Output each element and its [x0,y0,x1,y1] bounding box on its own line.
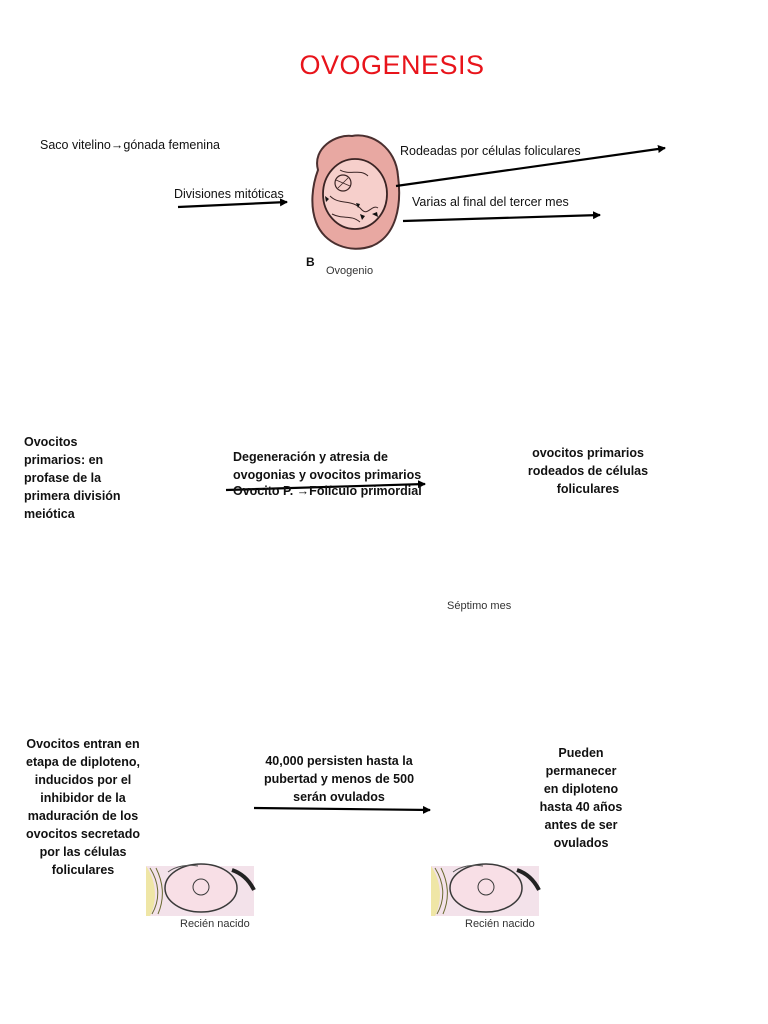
diploteno-text [20,735,146,879]
varias-text: Varias al final del tercer mes [412,195,569,209]
arrow-varias [403,215,600,221]
ovocitos-rodeados-text [510,444,666,498]
ovogonio-cell-illustration [312,135,399,248]
rodeadas-text: Rodeadas por células foliculares [400,144,581,158]
ovocitos-line: meiótica [24,507,75,521]
ovogenio-caption: Ovogenio [326,265,374,277]
persisten-text [252,752,426,806]
ovocitos-line: profase de la [24,471,102,485]
diploteno-line: por las células [39,845,127,859]
page-title: OVOGENESIS [299,50,485,80]
ovocitos-line: primarios: en [24,453,104,467]
diploteno-line: inhibidor de la [40,791,126,805]
pueden-line: en diploteno [543,782,619,796]
degeneracion-text [233,448,433,484]
arrow-bottom [254,808,430,810]
pueden-text [520,744,642,852]
ovocitos-line: Ovocitos [24,435,78,449]
degeneracion-line: Degeneración y atresia de [233,450,388,464]
persisten-line: serán ovulados [293,790,385,804]
rodeados-line: ovocitos primarios [532,446,644,460]
degeneracion-line: ovogonias y ovocitos primarios [233,468,422,482]
ovocitos-line: primera división [24,489,121,503]
pueden-line: permanecer [545,764,617,778]
divisiones-text: Divisiones mitóticas [174,187,284,201]
diploteno-line: inducidos por el [34,773,132,787]
diploteno-line: etapa de diploteno, [26,755,140,769]
diploteno-line: foliculares [51,863,115,877]
recien-nacido-caption-left: Recién nacido [180,918,250,930]
pueden-line: antes de ser [544,818,618,832]
figure-letter: B [306,255,315,269]
recien-nacido-caption-right: Recién nacido [465,918,535,930]
pueden-line: ovulados [553,836,609,850]
pueden-line: hasta 40 años [539,800,623,814]
follicle-illustration-left [146,864,254,916]
septimo-mes-caption: Séptimo mes [447,600,512,612]
persisten-line: 40,000 persisten hasta la [265,754,413,768]
persisten-line: pubertad y menos de 500 [263,772,415,786]
diploteno-line: maduración de los [27,809,139,823]
diploteno-line: ovocitos secretado [26,827,140,841]
follicle-illustration-right [431,864,539,916]
ovocito-p-text: Ovocito P. →Folículo primordial [233,484,422,498]
rodeados-line: foliculares [556,482,620,496]
saco-vitelino-text: Saco vitelino→gónada femenina [40,138,220,152]
rodeados-line: rodeados de células [527,464,649,478]
pueden-line: Pueden [558,746,604,760]
diploteno-line: Ovocitos entran en [26,737,140,751]
ovocitos-primarios-text [24,433,134,523]
